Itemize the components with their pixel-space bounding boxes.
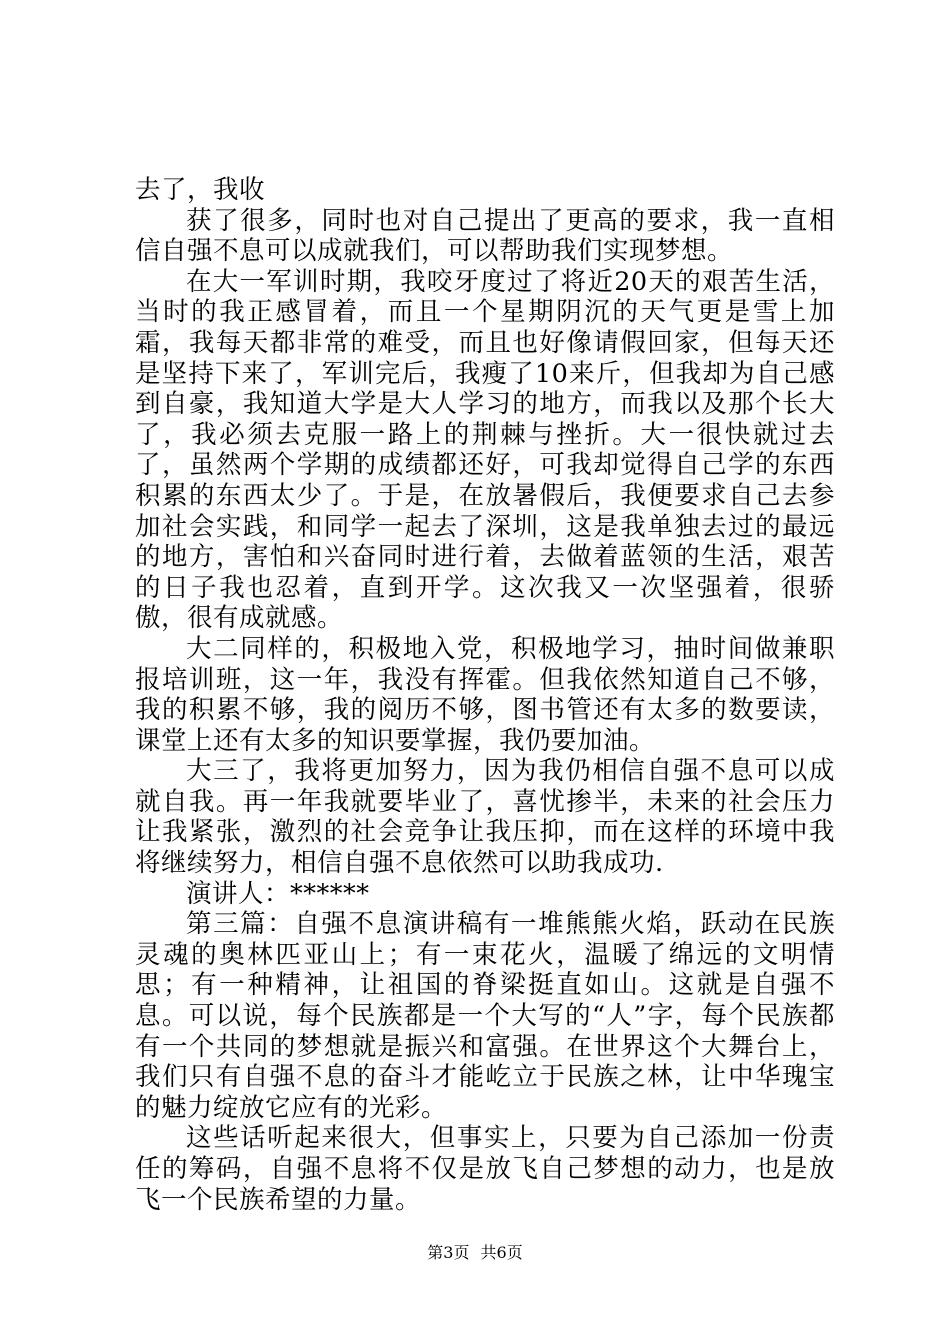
- paragraph-3: 在大一军训时期，我咬牙度过了将近20天的艰苦生活，当时的我正感冒着，而且一个星期阴沉的天气更是雪上加霜，我每天都非常的难受，而且也好像请假回家，但每天还是坚持下来了，军训完后，我瘦了10来斤，但我却为自己感到自豪，我知道大学是大人学习的地方，而我以及那个长大了，我必须去克服一路上的荆棘与挫折。大一很快就过去了，虽然两个学期的成绩都还好，可我却觉得自己学的东西积累的东西太少了。于是，在放暑假后，我便要求自己去参加社会实践，和同学一起去了深圳，这是我单独去过的最远的地方，害怕和兴奋同时进行着，去做着蓝领的生活，艰苦的日子我也忍着，直到开学。这次我又一次坚强着，很骄傲，很有成就感。: [135, 266, 835, 634]
- document-body: [135, 175, 835, 1215]
- paragraph-4: 大二同样的，积极地入党，积极地学习，抽时间做兼职报培训班，这一年，我没有挥霍。但我依然知道自己不够，我的积累不够，我的阅历不够，图书管还有太多的数要读，课堂上还有太多的知识要掌握，我仍要加油。: [135, 633, 835, 756]
- page-number: 第3页: [427, 1243, 470, 1262]
- paragraph-5: 大三了，我将更加努力，因为我仍相信自强不息可以成就自我。再一年我就要毕业了，喜忧掺半，未来的社会压力让我紧张，激烈的社会竞争让我压抑，而在这样的环境中我将继续努力，相信自强不息依然可以助我成功.: [135, 756, 835, 879]
- page-total: 共6页: [480, 1243, 523, 1262]
- paragraph-7: 第三篇：自强不息演讲稿有一堆熊熊火焰，跃动在民族灵魂的奥林匹亚山上；有一束花火，温暖了绵远的文明情思；有一种精神，让祖国的脊梁挺直如山。这就是自强不息。可以说，每个民族都是一个大写的“人”字，每个民族都有一个共同的梦想就是振兴和富强。在世界这个大舞台上，我们只有自强不息的奋斗才能屹立于民族之林，让中华瑰宝的魅力绽放它应有的光彩。: [135, 909, 835, 1123]
- paragraph-2: 获了很多，同时也对自己提出了更高的要求，我一直相信自强不息可以成就我们，可以帮助我们实现梦想。: [135, 205, 835, 267]
- speaker-line: 演讲人：******: [186, 878, 370, 909]
- page-footer: [0, 1240, 950, 1263]
- paragraph-8: 这些话听起来很大，但事实上，只要为自己添加一份责任的筹码，自强不息将不仅是放飞自己梦想的动力，也是放飞一个民族希望的力量。: [135, 1123, 835, 1215]
- paragraph-1: 去了，我收: [135, 175, 266, 205]
